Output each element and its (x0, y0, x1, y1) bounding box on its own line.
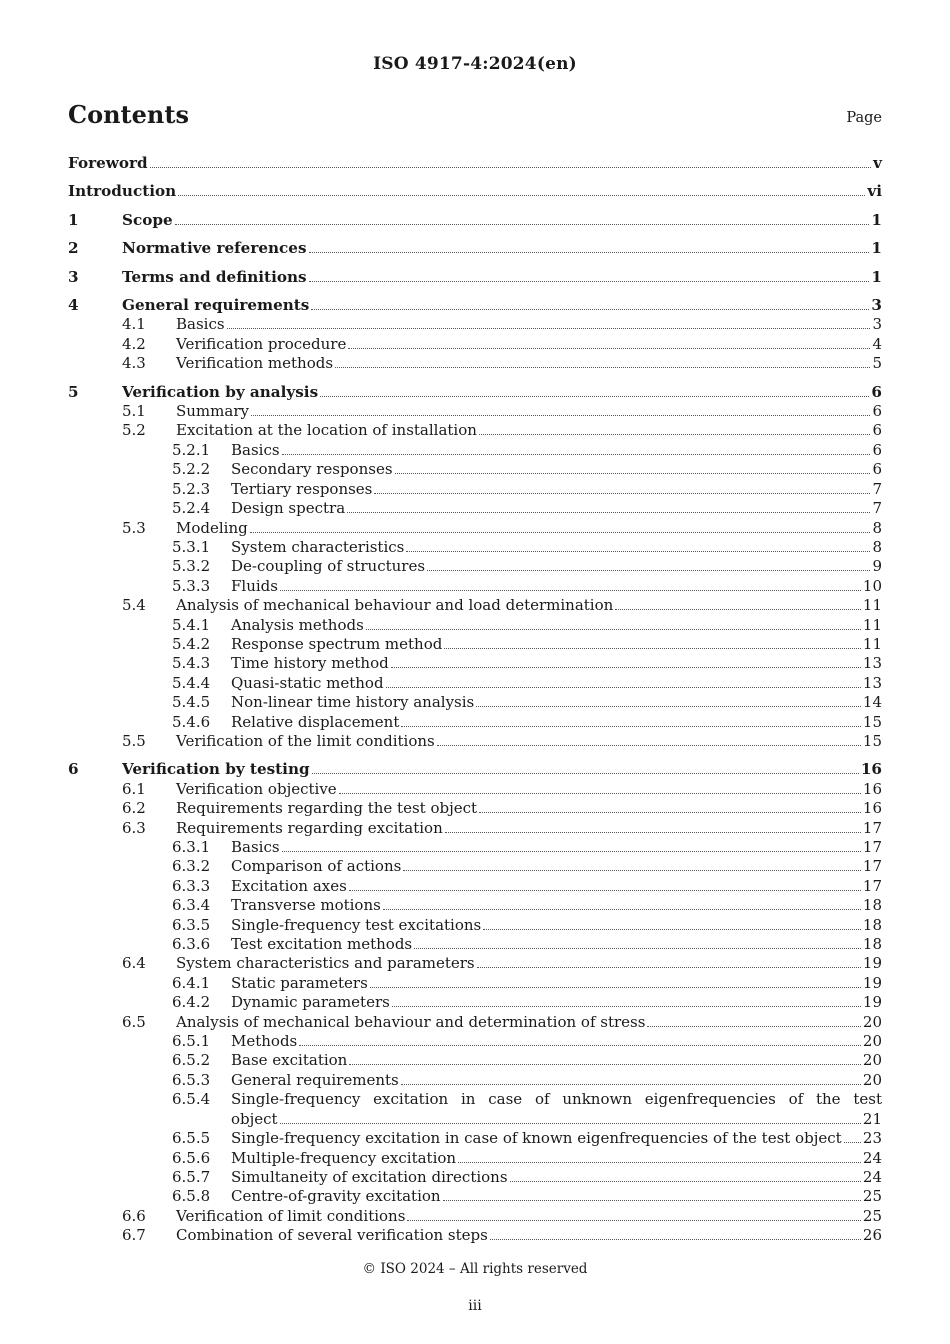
toc-entry-title: Verification objective (176, 779, 337, 798)
toc-entry[interactable] (68, 974, 882, 993)
toc-entry-page: 15 (862, 731, 882, 750)
toc-entry[interactable] (68, 480, 882, 499)
toc-entry-title: Simultaneity of excitation directions (231, 1167, 508, 1186)
toc-entry-title: Scope (122, 210, 173, 229)
toc-entry-page: 16 (860, 760, 882, 779)
dot-leader (401, 726, 861, 727)
toc-entry[interactable] (68, 596, 882, 615)
toc-entry-title: Basics (231, 838, 280, 856)
dot-leader (299, 1045, 861, 1046)
toc-entry-title: Dynamic parameters (231, 993, 390, 1012)
dot-leader (490, 1239, 861, 1240)
toc-entry[interactable] (68, 896, 882, 915)
dot-leader (407, 1220, 861, 1221)
toc-entry-title: Verification of the limit conditions (176, 731, 435, 750)
toc-entry-title: Test excitation methods (231, 935, 413, 954)
toc-entry-number: 6.4 (122, 954, 146, 973)
toc-entry-title: Normative references (122, 239, 307, 258)
dot-leader (370, 987, 861, 988)
toc-entry-page: 6 (872, 421, 882, 440)
dot-leader (251, 415, 870, 416)
toc-entry[interactable] (68, 1090, 882, 1129)
toc-entry-number: 5.3 (122, 518, 146, 537)
toc-entry-page: 1 (871, 267, 882, 286)
dot-leader (395, 473, 871, 474)
toc-entry-title: Quasi-static method (231, 673, 384, 692)
toc-entry-number: 5.2.3 (172, 479, 211, 498)
toc-entry-title: Summary (176, 402, 249, 421)
dot-leader (392, 1006, 861, 1007)
toc-entry-title: Analysis of mechanical behaviour and determination of stress (176, 1012, 646, 1031)
toc-entry-page: 7 (872, 479, 882, 498)
toc-entry-number: 5.2.4 (172, 499, 211, 518)
toc-entry-page: 24 (862, 1148, 882, 1167)
page-column-label: Page (846, 110, 882, 126)
dot-leader (615, 609, 861, 610)
toc-entry-page: 17 (862, 838, 882, 856)
toc-entry-number: 6.7 (122, 1226, 146, 1245)
toc-entry-title: Excitation at the location of installation (176, 421, 477, 440)
dot-leader (349, 890, 861, 891)
toc-entry-number: 6.5.8 (172, 1187, 211, 1206)
toc-entry[interactable] (68, 799, 882, 818)
contents-heading: Contents (68, 100, 189, 129)
toc-entry-page: 16 (862, 799, 882, 818)
toc-entry-page: 15 (862, 712, 882, 731)
toc-entry-number: 6.5.6 (172, 1148, 211, 1167)
toc-entry-title: Secondary responses (231, 460, 393, 479)
toc-entry-title: Basics (176, 315, 225, 334)
dot-leader (443, 1200, 861, 1201)
toc-entry[interactable] (68, 654, 882, 673)
toc-entry-title: Analysis of mechanical behaviour and load determination (176, 596, 614, 615)
toc-entry[interactable] (68, 993, 882, 1012)
dot-leader (280, 1123, 861, 1124)
dot-leader (250, 532, 871, 533)
toc-entry[interactable] (68, 268, 882, 287)
dot-leader (227, 328, 871, 329)
dot-leader (348, 348, 870, 349)
toc-entry[interactable] (68, 838, 882, 857)
toc-entry-number: 5.2 (122, 421, 146, 440)
toc-entry-page: 18 (862, 935, 882, 954)
toc-entry-page: 20 (862, 1032, 882, 1051)
toc-entry-title: Response spectrum method (231, 634, 443, 653)
toc-entry-page: 11 (862, 596, 882, 615)
toc-entry[interactable] (68, 1071, 882, 1090)
toc-entry-title: Design spectra (231, 499, 346, 518)
dot-leader (477, 967, 861, 968)
toc-entry-page: 24 (862, 1167, 882, 1186)
toc-entry-number: 5.3.1 (172, 537, 211, 556)
toc-entry-number: 6.5.4 (172, 1090, 211, 1109)
toc-entry[interactable] (68, 421, 882, 440)
toc-entry-page: 4 (872, 334, 882, 353)
toc-entry-title: Basics (231, 440, 280, 459)
table-of-contents (68, 154, 882, 1246)
toc-entry-title: Multiple-frequency excitation (231, 1148, 457, 1167)
dot-leader (320, 396, 869, 397)
toc-entry-number: 5.2.1 (172, 440, 211, 459)
toc-entry-title: Verification by testing (122, 760, 310, 779)
toc-entry-title: Requirements regarding the test object (176, 799, 478, 818)
toc-entry-number: 3 (68, 267, 79, 286)
dot-leader (309, 281, 870, 282)
toc-entry[interactable] (68, 1187, 882, 1206)
toc-entry-page: 6 (872, 460, 882, 479)
toc-entry-number: 6.5.7 (172, 1167, 211, 1186)
dot-leader (844, 1142, 861, 1143)
dot-leader (347, 512, 870, 513)
toc-entry[interactable] (68, 1032, 882, 1051)
toc-entry-page: 16 (862, 779, 882, 798)
page-number: iii (468, 1298, 482, 1314)
toc-entry-title: Analysis methods (231, 615, 364, 634)
toc-entry[interactable] (68, 935, 882, 954)
toc-entry[interactable] (68, 1207, 882, 1226)
toc-entry-number: 6.3.5 (172, 915, 211, 934)
toc-entry-page: 8 (872, 518, 882, 537)
toc-entry[interactable] (68, 713, 882, 732)
toc-entry-number: 5.4 (122, 596, 146, 615)
toc-entry-title: System characteristics and parameters (176, 954, 475, 973)
toc-entry-page: 20 (862, 1012, 882, 1031)
dot-leader (647, 1026, 860, 1027)
toc-entry-title-continuation-line (231, 1110, 882, 1129)
toc-entry-page: 10 (862, 576, 882, 595)
toc-entry-number: 5.4.5 (172, 693, 211, 712)
toc-entry-page: vi (867, 182, 882, 201)
toc-entry-number: 5.4.3 (172, 654, 211, 673)
toc-entry-title: Centre-of-gravity excitation (231, 1187, 441, 1206)
toc-entry-page: 6 (872, 440, 882, 459)
toc-entry-title: De-coupling of structures (231, 557, 426, 576)
toc-entry-page: 1 (871, 210, 882, 229)
toc-entry[interactable] (68, 1149, 882, 1168)
toc-entry-title: Fluids (231, 576, 278, 595)
toc-entry-number: 5.2.2 (172, 460, 211, 479)
toc-entry-page: 17 (862, 818, 882, 837)
toc-entry-number: 5.4.1 (172, 615, 211, 634)
toc-entry[interactable] (68, 1013, 882, 1032)
toc-entry-title: Verification of limit conditions (176, 1206, 406, 1225)
toc-entry[interactable] (68, 335, 882, 354)
toc-entry[interactable] (68, 674, 882, 693)
toc-entry[interactable] (68, 383, 882, 402)
dot-leader (311, 309, 869, 310)
toc-entry-title-block (231, 1090, 882, 1129)
toc-entry-title: Excitation axes (231, 876, 347, 895)
toc-entry-title: Requirements regarding excitation (176, 818, 443, 837)
dot-leader (339, 793, 861, 794)
dot-leader (383, 909, 861, 910)
toc-entry-title: Base excitation (231, 1051, 348, 1070)
toc-entry-number: 6.6 (122, 1206, 146, 1225)
toc-entry-title: Tertiary responses (231, 479, 373, 498)
toc-entry[interactable] (68, 1129, 882, 1148)
toc-entry-number: 6.3 (122, 818, 146, 837)
toc-entry-page: 6 (871, 382, 882, 401)
toc-entry-page: 23 (862, 1129, 882, 1148)
toc-entry-page: 11 (862, 615, 882, 634)
dot-leader (335, 367, 870, 368)
document-id-header: ISO 4917-4:2024(en) (373, 54, 577, 74)
toc-entry-title: Single-frequency excitation in case of known eigenfrequencies of the test object (231, 1129, 842, 1148)
toc-entry-number: 1 (68, 210, 79, 229)
dot-leader (458, 1162, 861, 1163)
toc-entry-title-continuation: object (231, 1109, 278, 1128)
toc-entry-number: 5.4.4 (172, 673, 211, 692)
dot-leader (510, 1181, 861, 1182)
toc-entry-page: 17 (862, 876, 882, 895)
toc-entry[interactable] (68, 616, 882, 635)
toc-entry-page: 6 (872, 402, 882, 421)
toc-entry-page: 19 (862, 973, 882, 992)
toc-entry-title: Modeling (176, 518, 248, 537)
toc-entry-title: General requirements (231, 1070, 399, 1089)
toc-entry-title: Combination of several verification steps (176, 1226, 488, 1245)
toc-entry-page: 7 (872, 499, 882, 518)
dot-leader (483, 929, 861, 930)
toc-entry-title: Comparison of actions (231, 857, 402, 876)
toc-entry-page: 25 (862, 1206, 882, 1225)
dot-leader (479, 434, 871, 435)
dot-leader (282, 454, 871, 455)
toc-entry-page: v (873, 154, 882, 172)
toc-entry[interactable] (68, 760, 882, 779)
toc-entry-number: 6.5.5 (172, 1129, 211, 1148)
toc-entry-number: 6.5.3 (172, 1070, 211, 1089)
toc-entry[interactable] (68, 780, 882, 799)
dot-leader (445, 832, 861, 833)
dot-leader (366, 629, 861, 630)
toc-entry-page: 26 (862, 1226, 882, 1245)
dot-leader (476, 706, 861, 707)
dot-leader (374, 493, 870, 494)
toc-entry-title: General requirements (122, 296, 310, 315)
toc-entry-title: Relative displacement (231, 712, 400, 731)
toc-entry-page: 20 (862, 1070, 882, 1089)
toc-entry[interactable] (68, 1168, 882, 1187)
toc-entry-page: 20 (862, 1051, 882, 1070)
toc-entry-number: 5 (68, 382, 79, 401)
dot-leader (444, 648, 861, 649)
toc-entry-page: 18 (862, 915, 882, 934)
toc-entry[interactable] (68, 577, 882, 596)
toc-entry-title: Verification methods (176, 354, 334, 373)
toc-entry[interactable] (68, 296, 882, 315)
toc-entry-title: Foreword (68, 154, 148, 172)
toc-entry-number: 5.3.3 (172, 576, 211, 595)
toc-entry[interactable] (68, 819, 882, 838)
toc-entry[interactable] (68, 441, 882, 460)
toc-entry-number: 5.1 (122, 402, 146, 421)
dot-leader (437, 745, 861, 746)
dot-leader (401, 1084, 861, 1085)
dot-leader (349, 1064, 861, 1065)
toc-entry-page: 25 (862, 1187, 882, 1206)
toc-entry-page: 13 (862, 654, 882, 673)
toc-entry-title: System characteristics (231, 537, 405, 556)
dot-leader (280, 590, 861, 591)
toc-entry[interactable] (68, 877, 882, 896)
toc-entry-title: Time history method (231, 654, 389, 673)
toc-entry-page: 8 (872, 537, 882, 556)
toc-entry[interactable] (68, 1051, 882, 1070)
toc-entry[interactable] (68, 182, 882, 201)
toc-entry-page: 1 (871, 239, 882, 258)
dot-leader (175, 224, 870, 225)
toc-entry[interactable] (68, 239, 882, 258)
toc-entry-title: Transverse motions (231, 896, 381, 915)
toc-entry-page: 5 (872, 354, 882, 373)
toc-entry-page: 13 (862, 673, 882, 692)
copyright-notice: © ISO 2024 – All rights reserved (362, 1261, 588, 1277)
toc-entry-number: 6.5.2 (172, 1051, 211, 1070)
toc-entry[interactable] (68, 402, 882, 421)
toc-entry-page: 21 (862, 1109, 882, 1128)
dot-leader (427, 570, 870, 571)
toc-entry-number: 5.3.2 (172, 557, 211, 576)
toc-entry-title: Methods (231, 1032, 298, 1051)
toc-entry-page: 19 (862, 954, 882, 973)
toc-entry-title: Non-linear time history analysis (231, 693, 475, 712)
toc-entry-number: 6.2 (122, 799, 146, 818)
toc-entry-number: 4.2 (122, 334, 146, 353)
toc-entry-number: 4.3 (122, 354, 146, 373)
toc-entry[interactable] (68, 499, 882, 518)
toc-entry-page: 18 (862, 896, 882, 915)
toc-entry-number: 5.4.6 (172, 712, 211, 731)
toc-entry-page: 14 (862, 693, 882, 712)
dot-leader (386, 687, 861, 688)
toc-entry-number: 2 (68, 239, 79, 258)
toc-entry-number: 5.4.2 (172, 634, 211, 653)
toc-entry[interactable] (68, 354, 882, 373)
dot-leader (178, 195, 865, 196)
toc-entry-page: 9 (872, 557, 882, 576)
toc-entry[interactable] (68, 538, 882, 557)
dot-leader (414, 948, 861, 949)
toc-entry[interactable] (68, 916, 882, 935)
toc-entry[interactable] (68, 557, 882, 576)
dot-leader (479, 812, 861, 813)
toc-entry[interactable] (68, 693, 882, 712)
toc-entry-number: 6.3.2 (172, 857, 211, 876)
toc-entry-title: Verification procedure (176, 334, 347, 353)
toc-entry-title: Terms and definitions (122, 267, 307, 286)
toc-entry-number: 5.5 (122, 731, 146, 750)
toc-entry-title: Introduction (68, 182, 177, 201)
toc-entry-page: 3 (872, 315, 882, 334)
toc-entry-number: 4.1 (122, 315, 146, 334)
toc-entry-number: 6.3.1 (172, 838, 211, 856)
toc-entry-title: Static parameters (231, 973, 368, 992)
toc-entry-number: 6.3.6 (172, 935, 211, 954)
toc-entry-page: 3 (871, 296, 882, 315)
toc-entry-title: Verification by analysis (122, 382, 319, 401)
toc-entry-page: 11 (862, 634, 882, 653)
toc-entry-page: 19 (862, 993, 882, 1012)
toc-entry[interactable] (68, 154, 882, 173)
toc-entry[interactable] (68, 460, 882, 479)
toc-entry-number: 6.3.4 (172, 896, 211, 915)
toc-entry-number: 6.3.3 (172, 876, 211, 895)
toc-entry[interactable] (68, 1226, 882, 1245)
dot-leader (312, 773, 859, 774)
toc-entry[interactable] (68, 954, 882, 973)
dot-leader (391, 667, 861, 668)
toc-entry-number: 6.5 (122, 1012, 146, 1031)
toc-entry[interactable] (68, 211, 882, 230)
toc-entry-title: Single-frequency excitation in case of unknown eigenfrequencies of the test (231, 1090, 882, 1109)
dot-leader (406, 551, 870, 552)
toc-entry-number: 6.1 (122, 779, 146, 798)
dot-leader (282, 851, 861, 852)
toc-entry[interactable] (68, 519, 882, 538)
dot-leader (309, 252, 870, 253)
toc-entry[interactable] (68, 315, 882, 334)
toc-entry-page: 17 (862, 857, 882, 876)
dot-leader (150, 167, 872, 168)
toc-entry[interactable] (68, 857, 882, 876)
dot-leader (403, 870, 861, 871)
toc-entry[interactable] (68, 732, 882, 751)
toc-entry-number: 6.4.2 (172, 993, 211, 1012)
toc-entry-title: Single-frequency test excitations (231, 915, 482, 934)
toc-entry-number: 4 (68, 296, 79, 315)
toc-entry-number: 6.5.1 (172, 1032, 211, 1051)
toc-entry-number: 6 (68, 760, 79, 779)
toc-entry-number: 6.4.1 (172, 973, 211, 992)
toc-entry[interactable] (68, 635, 882, 654)
